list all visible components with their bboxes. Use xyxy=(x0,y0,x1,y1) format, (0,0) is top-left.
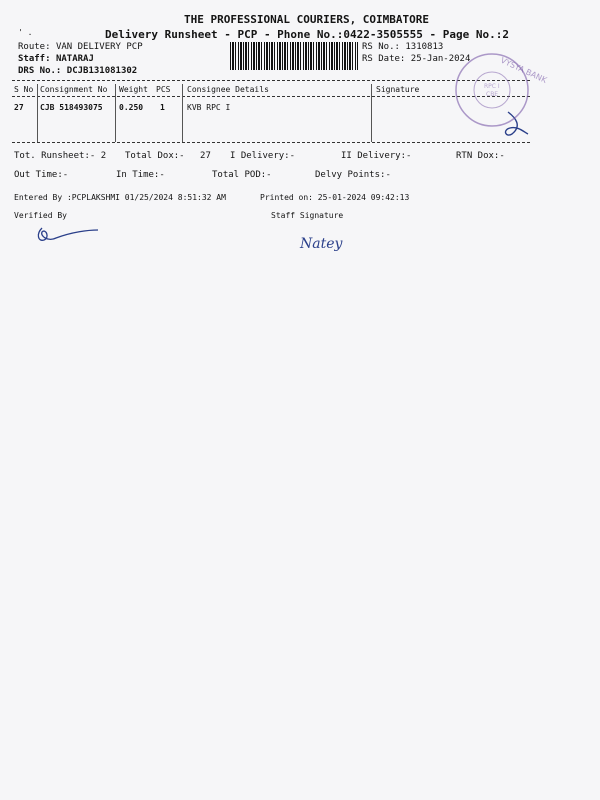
col-divider xyxy=(371,84,372,142)
col-divider xyxy=(182,84,183,142)
total-dox xyxy=(125,151,211,162)
i-delivery: I Delivery:- xyxy=(230,151,296,161)
delvy-points: Delvy Points:- xyxy=(315,170,391,180)
table-bottom-rule xyxy=(12,142,530,143)
staff-handwritten-signature xyxy=(298,228,358,258)
verified-signature-scribble xyxy=(32,222,102,248)
staff-signature-label: Staff Signature xyxy=(271,211,344,220)
total-dox-value: 27 xyxy=(200,151,211,161)
barcode xyxy=(230,42,358,70)
company-title: THE PROFESSIONAL COURIERS, COIMBATORE xyxy=(184,13,430,26)
header-marks: ' . xyxy=(18,28,33,37)
rs-no-line xyxy=(362,42,443,53)
cell-sno: 27 xyxy=(14,103,24,112)
cell-weight: 0.250 xyxy=(119,103,144,112)
route-label: Route: xyxy=(18,42,51,52)
th-sno: S No xyxy=(14,85,34,94)
verified-by-label: Verified By xyxy=(14,211,67,220)
th-consignment: Consignment No xyxy=(40,85,108,94)
staff-label: Staff: xyxy=(18,54,51,64)
total-dox-label: Total Dox:- xyxy=(125,151,185,161)
out-time: Out Time:- xyxy=(14,170,69,180)
cell-consignee: KVB RPC I xyxy=(187,103,231,112)
rs-date-label: RS Date: xyxy=(362,54,406,64)
th-consignee: Consignee Details xyxy=(187,85,269,94)
entered-by: Entered By :PCPLAKSHMI 01/25/2024 8:51:32 AM xyxy=(14,193,226,202)
drs-line xyxy=(18,66,137,77)
col-divider xyxy=(115,84,116,142)
col-divider xyxy=(37,84,38,142)
route-value: VAN DELIVERY PCP xyxy=(55,42,143,52)
bank-stamp xyxy=(452,50,549,130)
stamp-text: VYSYA BANK xyxy=(499,55,549,85)
th-weight: Weight xyxy=(119,85,148,94)
cell-pcs: 1 xyxy=(160,103,165,112)
tot-runsheet-label: Tot. Runsheet:- xyxy=(14,151,96,161)
rtn-dox: RTN Dox:- xyxy=(456,151,505,161)
in-time: In Time:- xyxy=(116,170,165,180)
rs-no-label: RS No.: xyxy=(362,42,400,52)
rs-no-value: 1310813 xyxy=(405,42,444,52)
staff-value: NATARAJ xyxy=(55,54,94,64)
runsheet-subtitle: Delivery Runsheet - PCP - Phone No.:0422-3505555 - Page No.:2 xyxy=(105,28,509,41)
drs-value: DCJB131081302 xyxy=(66,66,138,76)
stamp-inner2: CBE xyxy=(486,91,499,98)
stamp-inner: RPC I xyxy=(484,83,500,90)
cell-consignment: CJB 518493075 xyxy=(40,103,103,112)
total-pod: Total POD:- xyxy=(212,170,272,180)
svg-text:Natey: Natey xyxy=(300,236,343,252)
drs-label: DRS No.: xyxy=(18,66,62,76)
printed-on: Printed on: 25-01-2024 09:42:13 xyxy=(260,193,410,202)
tot-runsheet-value: 2 xyxy=(100,151,107,161)
th-pcs: PCS xyxy=(156,85,171,94)
rs-date-value: 25-Jan-2024 xyxy=(410,54,471,64)
staff-line xyxy=(18,54,94,65)
th-signature: Signature xyxy=(376,85,420,94)
ii-delivery: II Delivery:- xyxy=(341,151,412,161)
route-line xyxy=(18,42,143,53)
tot-runsheet xyxy=(14,151,106,162)
